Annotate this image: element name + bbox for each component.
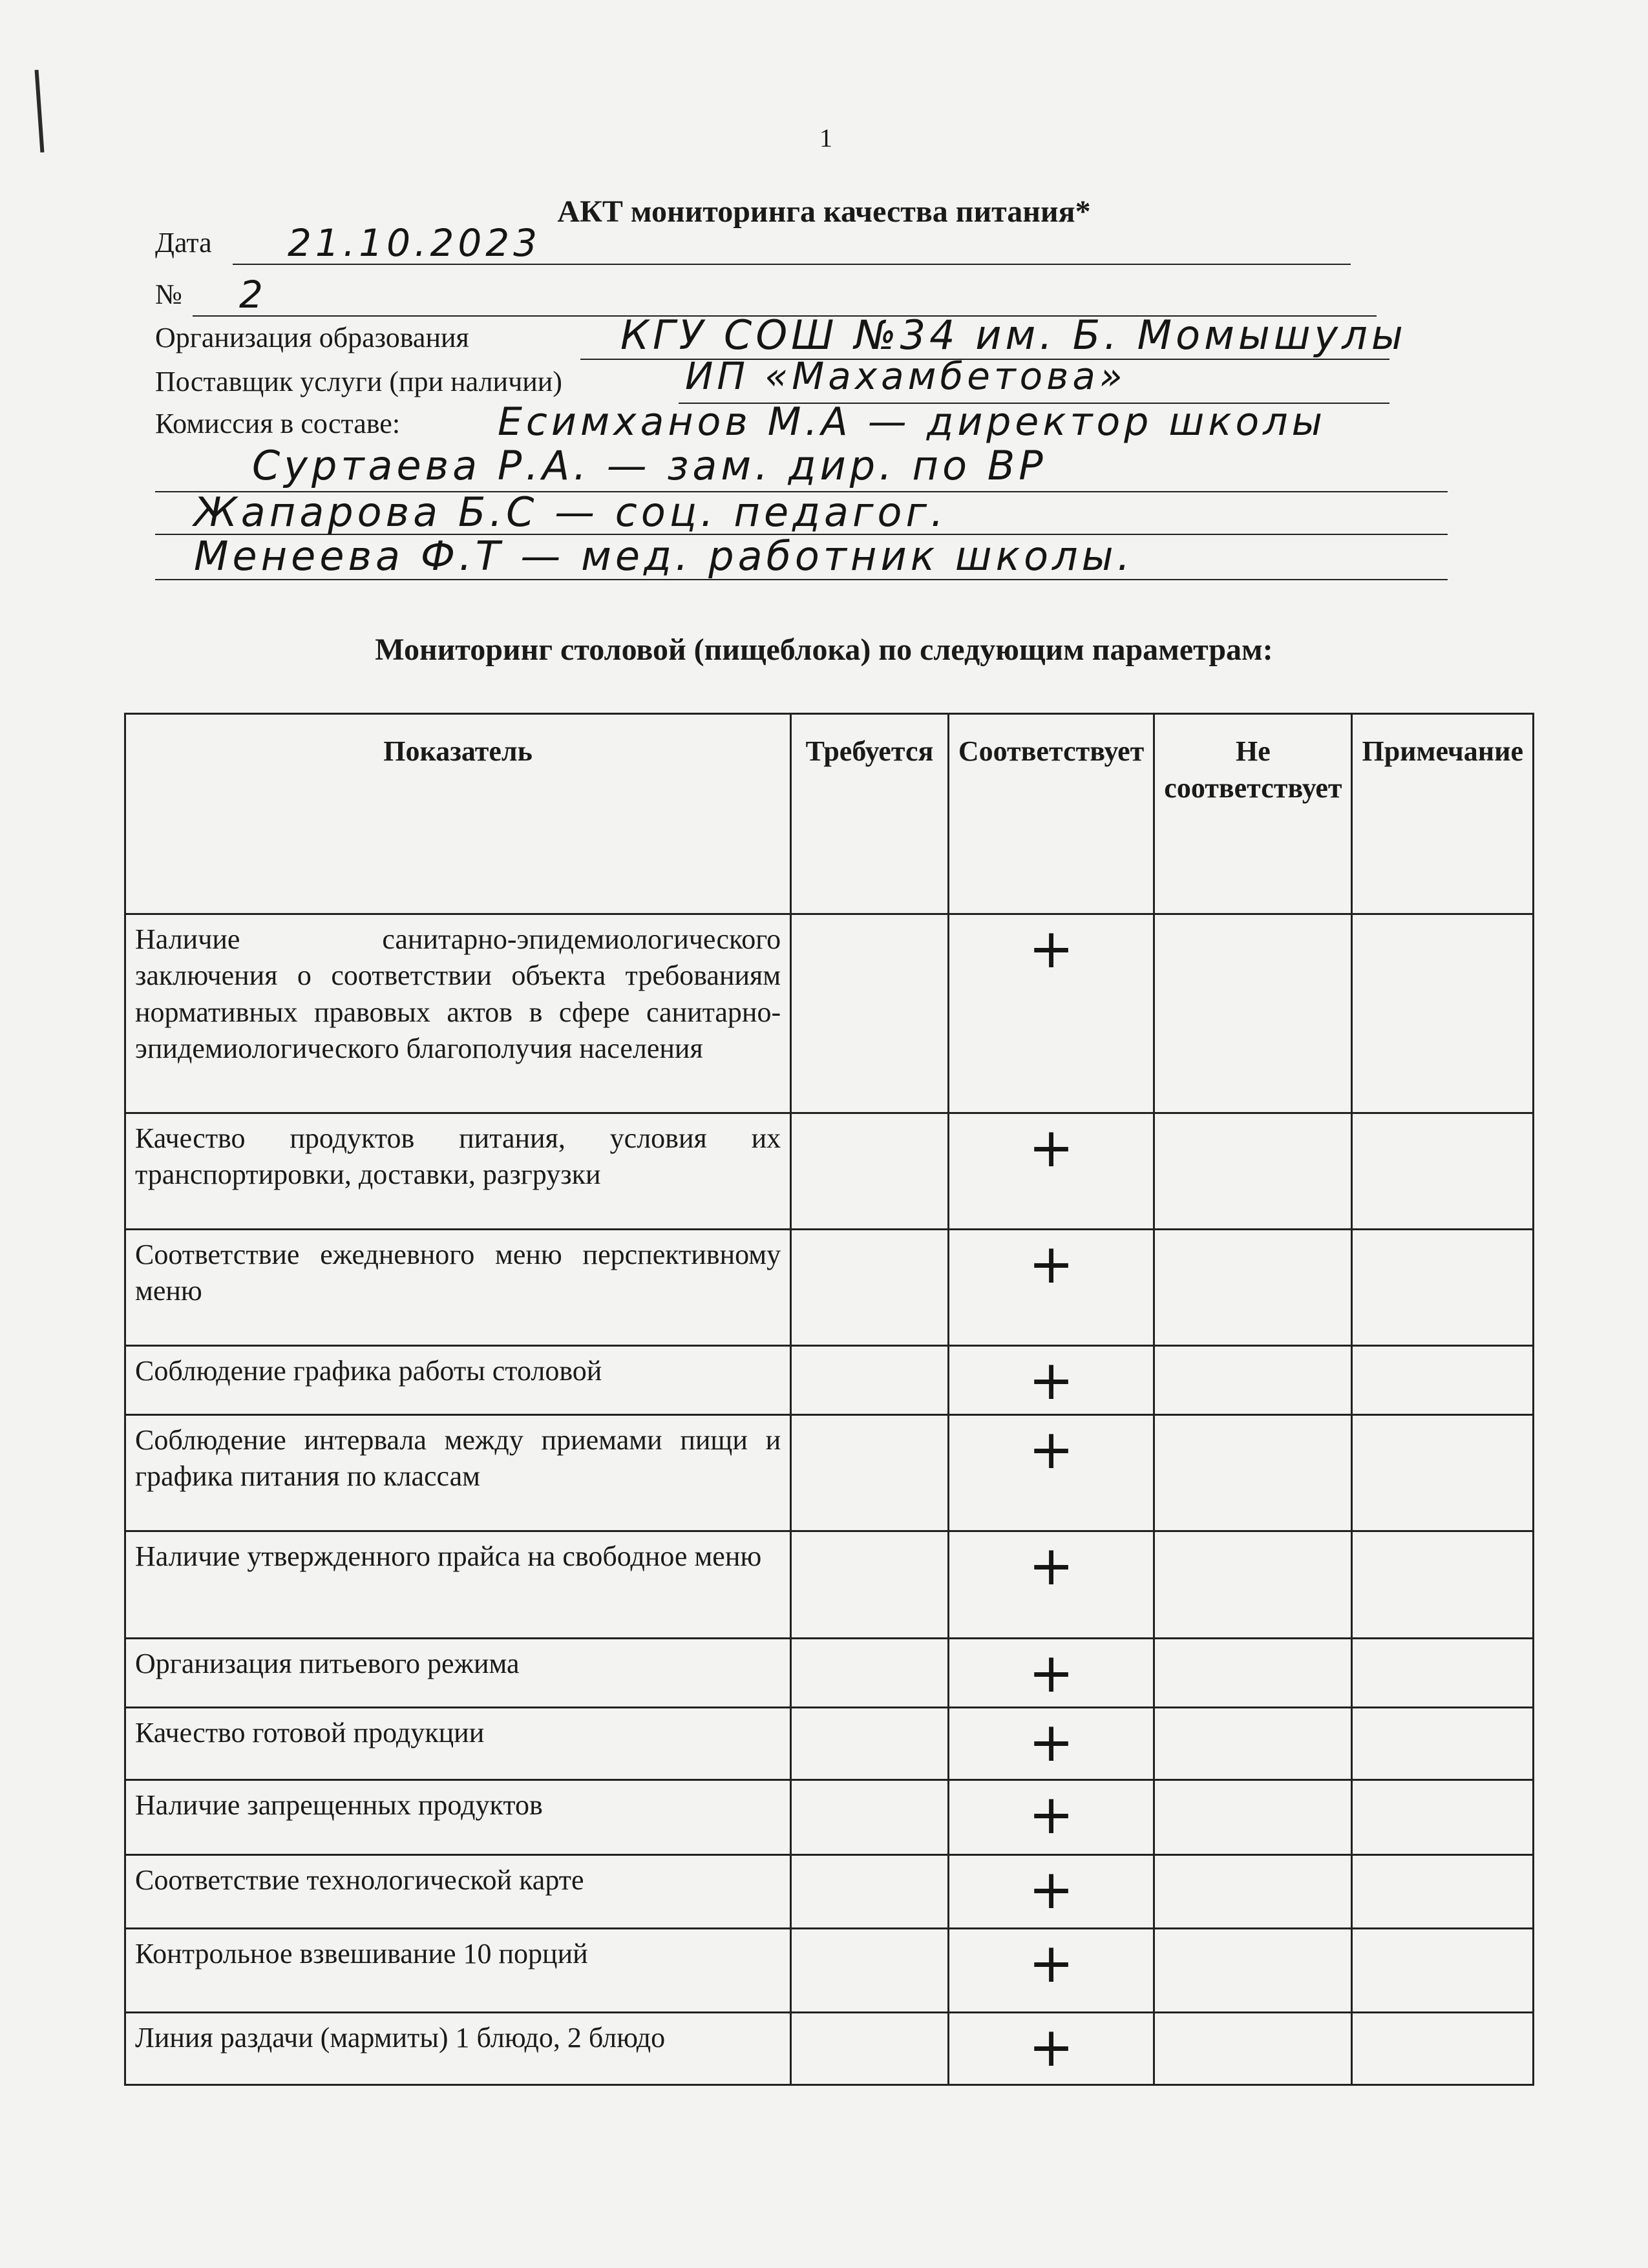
row-indicator: Соблюдение интервала между приемами пищи и графика питания по классам [125, 1415, 791, 1531]
table-row [125, 1639, 1534, 1708]
organization-label: Организация образования [155, 322, 469, 353]
row-required-cell [791, 1929, 949, 2013]
row-note-cell [1352, 1415, 1534, 1531]
row-compliant-mark: + [948, 1230, 1154, 1346]
row-compliant-mark: + [948, 914, 1154, 1113]
row-indicator: Наличие санитарно-эпидемиологического заключения о соответствии объекта требованиям нормативных правовых актов в сфере санитарно-эпидемиологического благополучия населения [125, 914, 791, 1113]
row-required-cell [791, 1346, 949, 1415]
table-row [125, 1230, 1534, 1346]
number-value: 2 [239, 273, 267, 317]
row-note-cell [1352, 2013, 1534, 2085]
row-indicator: Качество продуктов питания, условия их транспортировки, доставки, разгрузки [125, 1113, 791, 1230]
row-note-cell [1352, 1531, 1534, 1639]
commission-member-2: Суртаева Р.А. — зам. дир. по ВР [252, 442, 1047, 489]
row-indicator: Наличие утвержденного прайса на свободное меню [125, 1531, 791, 1639]
supplier-label: Поставщик услуги (при наличии) [155, 366, 562, 397]
row-noncompliant-cell [1154, 1780, 1352, 1855]
row-noncompliant-cell [1154, 2013, 1352, 2085]
row-noncompliant-cell [1154, 1346, 1352, 1415]
row-required-cell [791, 1415, 949, 1531]
row-indicator: Соответствие технологической карте [125, 1855, 791, 1929]
document-title: АКТ мониторинга качества питания* [557, 194, 1091, 229]
row-compliant-mark: + [948, 2013, 1154, 2085]
row-note-cell [1352, 1780, 1534, 1855]
row-compliant-mark: + [948, 1415, 1154, 1531]
row-noncompliant-cell [1154, 1708, 1352, 1780]
row-note-cell [1352, 1346, 1534, 1415]
row-note-cell [1352, 1113, 1534, 1230]
commission-label: Комиссия в составе: [155, 408, 401, 439]
row-noncompliant-cell [1154, 1113, 1352, 1230]
row-compliant-mark: + [948, 1780, 1154, 1855]
monitoring-table [124, 713, 1534, 2086]
row-note-cell [1352, 914, 1534, 1113]
row-noncompliant-cell [1154, 1415, 1352, 1531]
row-indicator: Линия раздачи (мармиты) 1 блюдо, 2 блюдо [125, 2013, 791, 2085]
table-row [125, 1855, 1534, 1929]
table-row [125, 1415, 1534, 1531]
commission-member-4: Менеева Ф.Т — мед. работник школы. [194, 532, 1134, 580]
row-note-cell [1352, 1855, 1534, 1929]
row-compliant-mark: + [948, 1855, 1154, 1929]
row-required-cell [791, 1531, 949, 1639]
row-note-cell [1352, 1708, 1534, 1780]
row-required-cell [791, 1639, 949, 1708]
row-compliant-mark: + [948, 1639, 1154, 1708]
header-compliant: Соответствует [948, 714, 1154, 914]
table-row [125, 2013, 1534, 2085]
row-noncompliant-cell [1154, 1929, 1352, 2013]
table-row [125, 1780, 1534, 1855]
supplier-value: ИП «Махамбетова» [685, 354, 1126, 398]
header-noncompliant: Не соответствует [1154, 714, 1352, 914]
row-note-cell [1352, 1230, 1534, 1346]
date-value: 21.10.2023 [288, 221, 542, 265]
row-required-cell [791, 1780, 949, 1855]
table-row [125, 1929, 1534, 2013]
row-required-cell [791, 1230, 949, 1346]
table-header-row [125, 714, 1534, 914]
row-required-cell [791, 914, 949, 1113]
commission-member-3: Жапарова Б.С — соц. педагог. [194, 488, 947, 536]
row-indicator: Качество готовой продукции [125, 1708, 791, 1780]
table-row [125, 1531, 1534, 1639]
page-number: 1 [819, 123, 832, 152]
row-indicator: Контрольное взвешивание 10 порций [125, 1929, 791, 2013]
row-required-cell [791, 1855, 949, 1929]
row-indicator: Соответствие ежедневного меню перспективному меню [125, 1230, 791, 1346]
number-field [155, 278, 1377, 317]
number-label: № [155, 278, 182, 310]
margin-pen-mark [35, 70, 45, 152]
table-row [125, 1346, 1534, 1415]
row-noncompliant-cell [1154, 1855, 1352, 1929]
section-subtitle: Мониторинг столовой (пищеблока) по следующим параметрам: [375, 633, 1273, 667]
row-required-cell [791, 1708, 949, 1780]
row-required-cell [791, 1113, 949, 1230]
row-noncompliant-cell [1154, 1531, 1352, 1639]
header-required: Требуется [791, 714, 949, 914]
table-row [125, 1708, 1534, 1780]
header-indicator: Показатель [125, 714, 791, 914]
row-indicator: Соблюдение графика работы столовой [125, 1346, 791, 1415]
row-compliant-mark: + [948, 1708, 1154, 1780]
table-row [125, 1113, 1534, 1230]
row-indicator: Наличие запрещенных продуктов [125, 1780, 791, 1855]
row-required-cell [791, 2013, 949, 2085]
row-compliant-mark: + [948, 1531, 1154, 1639]
date-label: Дата [155, 227, 212, 258]
table-row [125, 914, 1534, 1113]
row-indicator: Организация питьевого режима [125, 1639, 791, 1708]
row-compliant-mark: + [948, 1929, 1154, 2013]
row-note-cell [1352, 1929, 1534, 2013]
row-note-cell [1352, 1639, 1534, 1708]
organization-value: КГУ СОШ №34 им. Б. Момышулы [620, 311, 1407, 359]
row-noncompliant-cell [1154, 1639, 1352, 1708]
commission-member-1: Есимханов М.А — директор школы [498, 399, 1326, 445]
row-noncompliant-cell [1154, 914, 1352, 1113]
row-noncompliant-cell [1154, 1230, 1352, 1346]
header-note: Примечание [1352, 714, 1534, 914]
row-compliant-mark: + [948, 1113, 1154, 1230]
row-compliant-mark: + [948, 1346, 1154, 1415]
